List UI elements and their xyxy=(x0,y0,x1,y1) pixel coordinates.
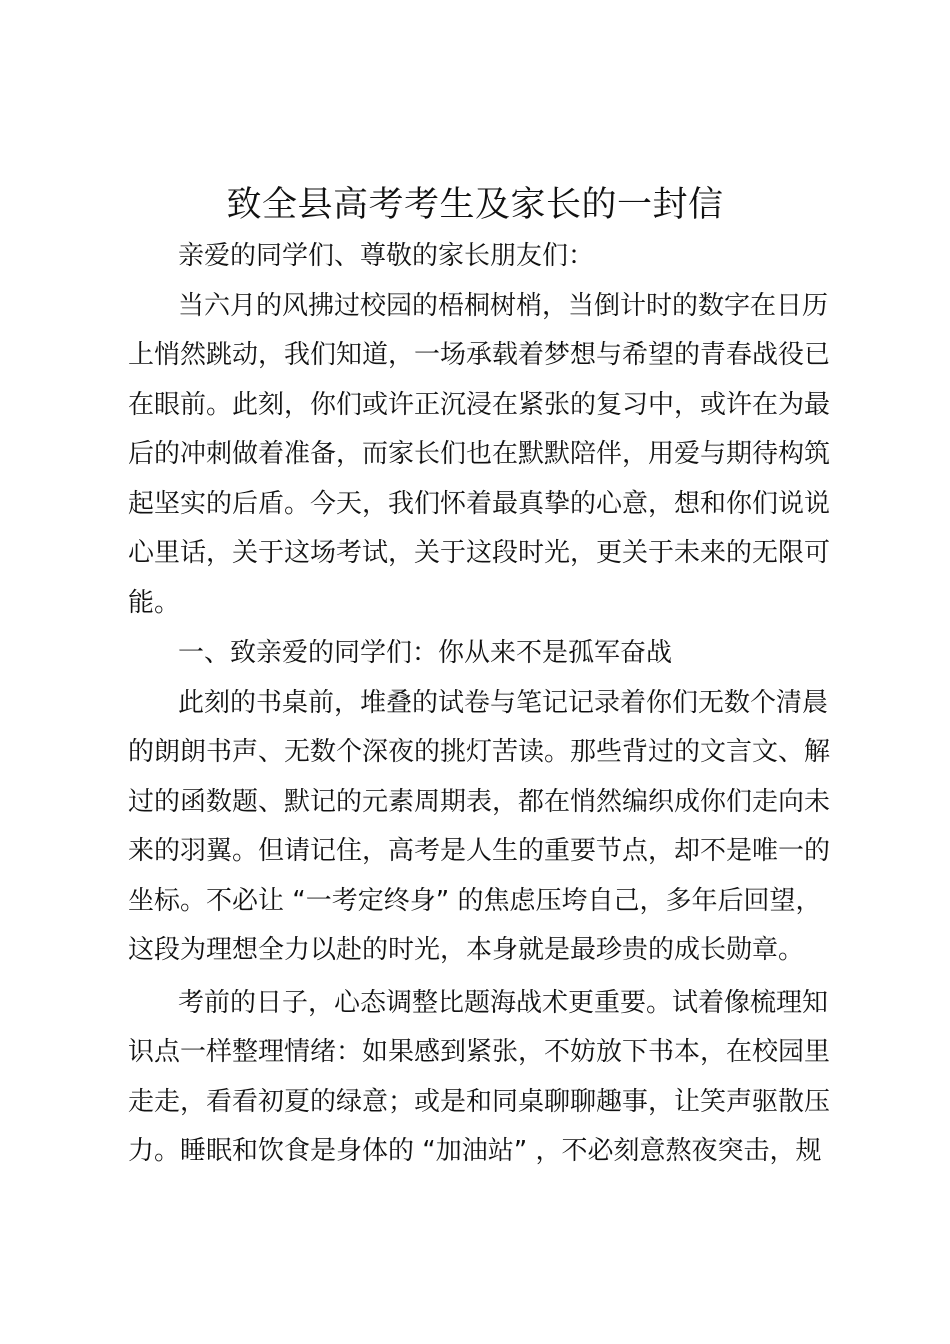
paragraph-line: 当六月的风拂过校园的梧桐树梢，当倒计时的数字在日历 xyxy=(178,291,829,321)
document-title: 致全县高考考生及家长的一封信 xyxy=(226,185,724,225)
paragraph-line: 来的羽翼。但请记住，高考是人生的重要节点，却不是唯一的 xyxy=(128,836,831,866)
paragraph-line: 考前的日子，心态调整比题海战术更重要。试着像梳理知 xyxy=(178,988,829,1018)
paragraph-line: 的朗朗书声、无数个深夜的挑灯苦读。那些背过的文言文、解 xyxy=(128,737,831,767)
salutation: 亲爱的同学们、尊敬的家长朋友们： xyxy=(178,241,595,271)
paragraph-line: 后的冲刺做着准备，而家长们也在默默陪伴，用爱与期待构筑 xyxy=(128,439,831,469)
paragraph-line: 此刻的书桌前，堆叠的试卷与笔记记录着你们无数个清晨 xyxy=(178,688,829,718)
paragraph-line: 在眼前。此刻，你们或许正沉浸在紧张的复习中，或许在为最 xyxy=(128,390,831,420)
paragraph-line: 上悄然跳动，我们知道，一场承载着梦想与希望的青春战役已 xyxy=(128,340,831,370)
paragraph-line: 力。睡眠和饮食是身体的 “加油站” ，不必刻意熬夜突击，规 xyxy=(128,1136,822,1166)
paragraph-line: 心里话，关于这场考试，关于这段时光，更关于未来的无限可 xyxy=(128,538,831,568)
paragraph-line: 过的函数题、默记的元素周期表，都在悄然编织成你们走向未 xyxy=(128,787,831,817)
paragraph-line: 这段为理想全力以赴的时光，本身就是最珍贵的成长勋章。 xyxy=(128,935,805,965)
paragraph-line: 坐标。不必让 “一考定终身” 的焦虑压垮自己，多年后回望， xyxy=(128,886,822,916)
paragraph-line: 能。 xyxy=(128,588,181,618)
section-heading: 一、致亲爱的同学们：你从来不是孤军奋战 xyxy=(178,638,673,668)
paragraph-line: 起坚实的后盾。今天，我们怀着最真挚的心意，想和你们说说 xyxy=(128,489,831,519)
paragraph-line: 识点一样整理情绪：如果感到紧张，不妨放下书本，在校园里 xyxy=(128,1037,831,1067)
paragraph-line: 走走，看看初夏的绿意；或是和同桌聊聊趣事，让笑声驱散压 xyxy=(128,1087,831,1117)
